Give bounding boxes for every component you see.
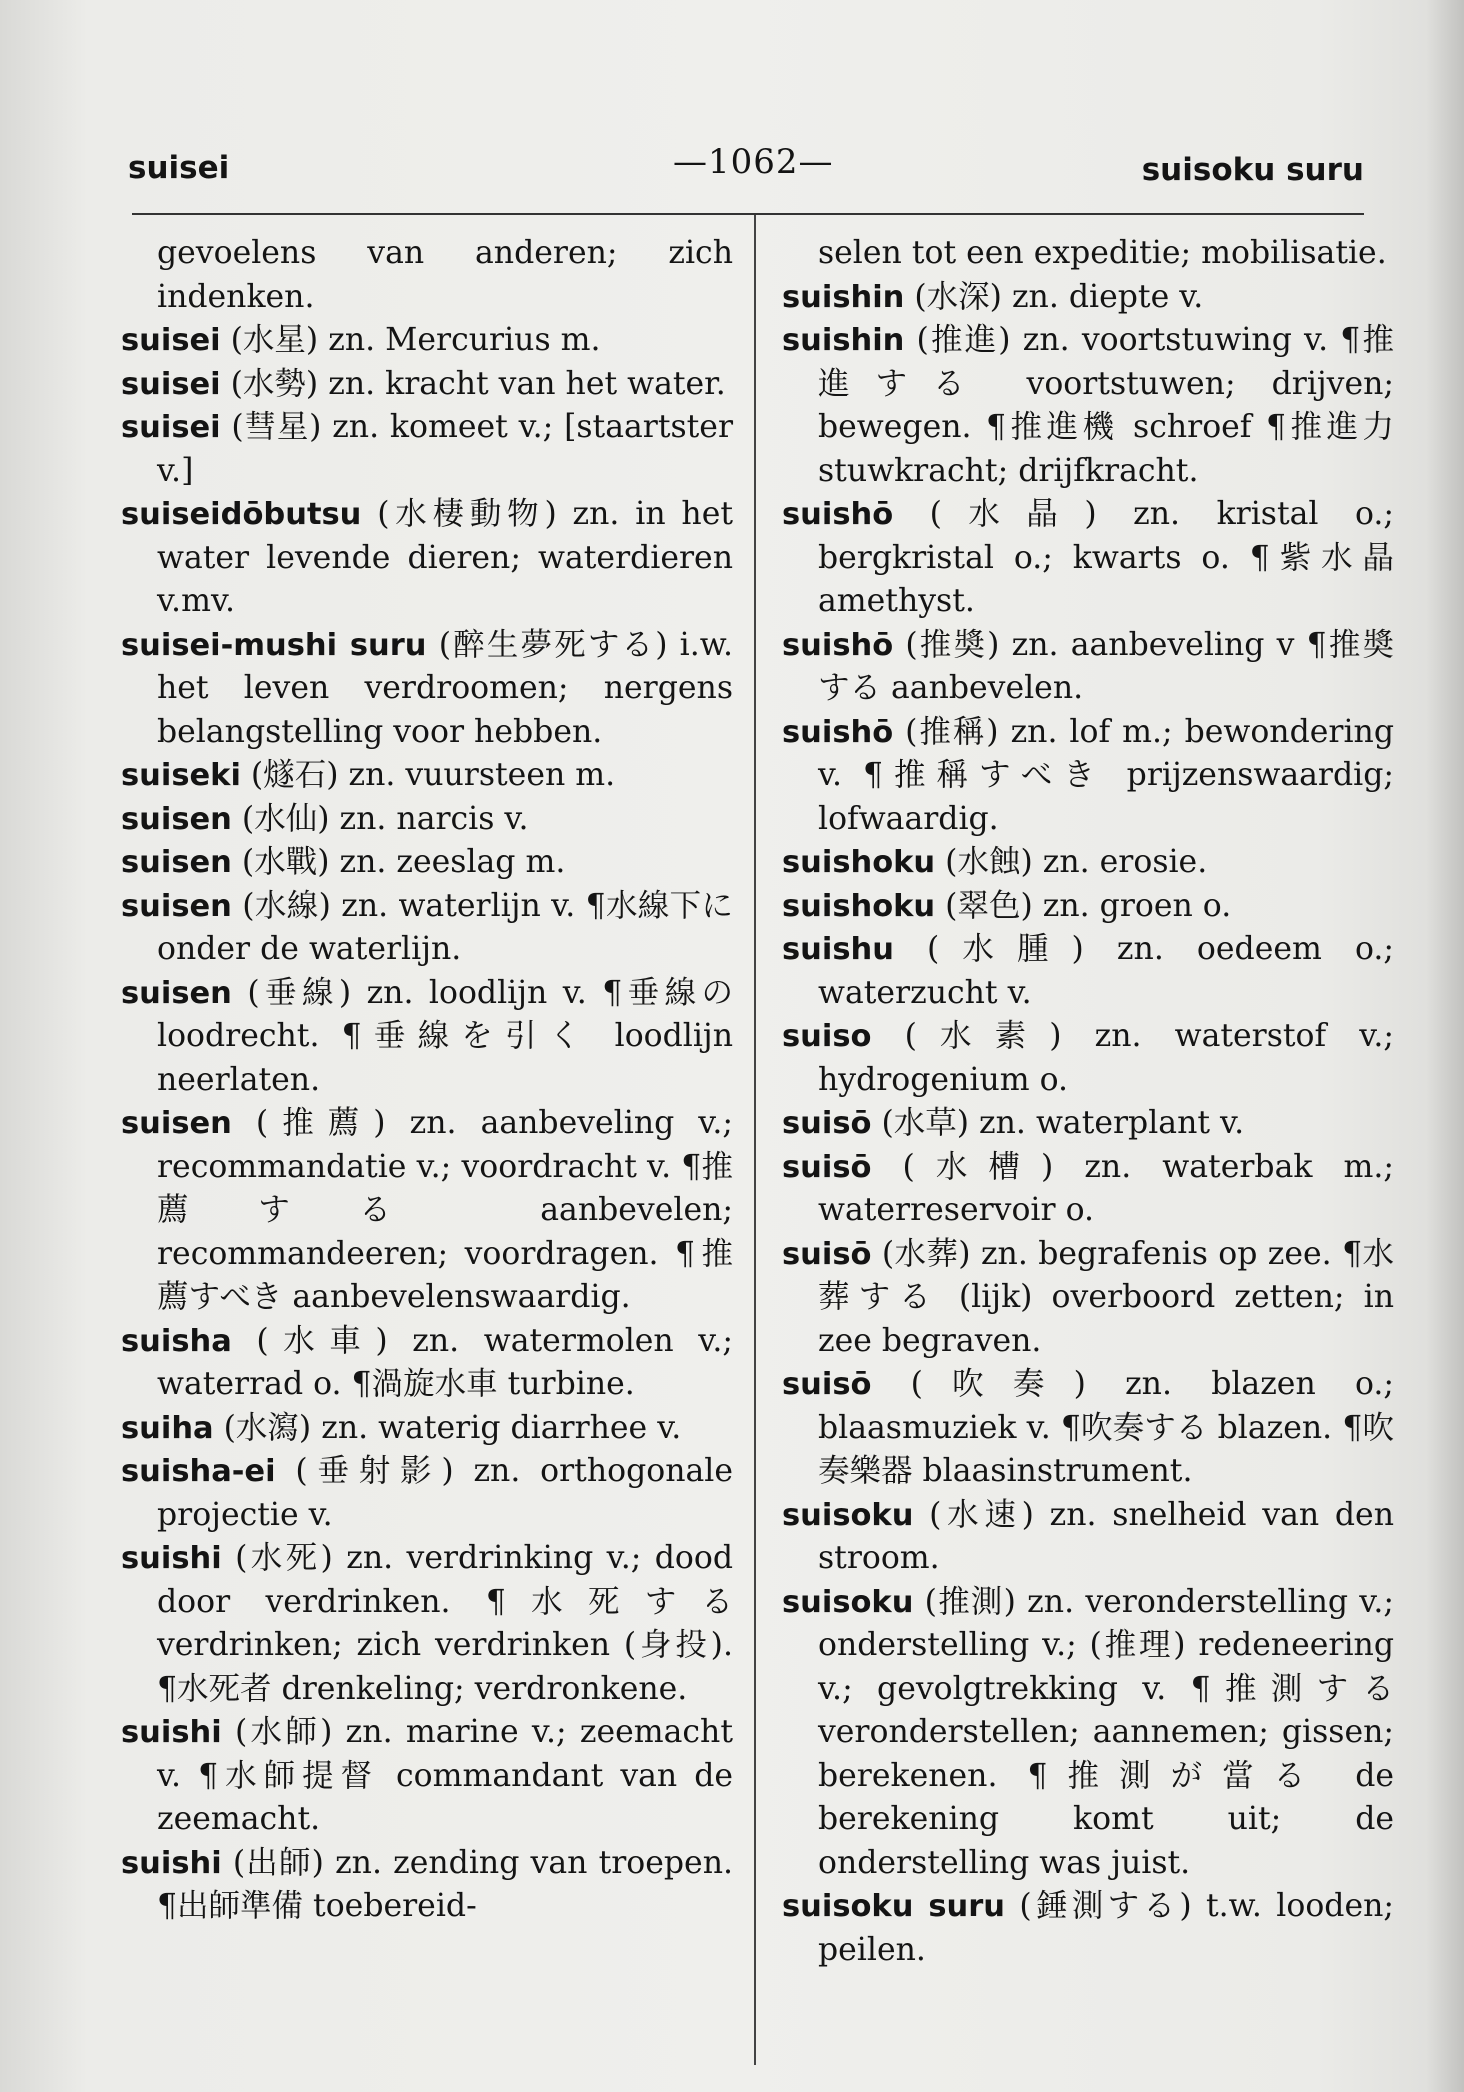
page-number: —1062—: [673, 142, 834, 182]
dictionary-entry: [121, 1450, 733, 1537]
entry-headword: suishoku: [782, 888, 936, 924]
entry-headword: suisen: [121, 975, 232, 1011]
entry-definition: (水速) zn. snelheid van den stroom.: [818, 1496, 1394, 1576]
entry-definition: (推進) zn. voortstuwing v. ¶推進する voortstuwen; drijven; bewegen. ¶推進機 schroef ¶推進力 stuwkracht; drijfkracht.: [818, 322, 1394, 489]
entry-headword: suishi: [121, 1715, 222, 1750]
dictionary-entry: [782, 1146, 1394, 1233]
dictionary-entry: [121, 624, 733, 755]
entry-definition: (水死) zn. verdrinking v.; dood door verdrinken. ¶水死する verdrinken; zich verdrinken (身投). ¶水死者 drenkeling; verdronkene.: [157, 1540, 733, 1707]
entry-headword: suiseidōbutsu: [121, 497, 362, 532]
entry-headword: suisen: [121, 845, 232, 880]
column-divider: [754, 215, 756, 2065]
entry-headword: suiso: [782, 1019, 872, 1054]
entry-definition: (水晶) zn. kristal o.; bergkristal o.; kwarts o. ¶紫水晶 amethyst.: [818, 496, 1394, 619]
entry-headword: suishō: [782, 714, 894, 750]
entry-headword: suisoku suru: [782, 1889, 1006, 1924]
entry-headword: suisō: [782, 1106, 872, 1141]
dictionary-entry: [782, 1885, 1394, 1972]
entry-definition: (水蝕) zn. erosie.: [935, 844, 1208, 880]
entry-headword: suishi: [121, 1541, 222, 1576]
entry-definition: (水師) zn. marine v.; zeemacht v. ¶水師提督 commandant van de zeemacht.: [157, 1714, 733, 1837]
dictionary-entry: [121, 841, 733, 885]
dictionary-entry: [782, 493, 1394, 624]
dictionary-entry: [782, 841, 1394, 885]
dictionary-entry: [782, 1233, 1394, 1364]
entry-definition: (推稱) zn. lof m.; bewondering v. ¶推稱すべき prijzenswaardig; lofwaardig.: [818, 713, 1394, 837]
dictionary-entry: [782, 624, 1394, 711]
header-rule: [132, 213, 1364, 215]
dictionary-entry: [121, 493, 733, 624]
dictionary-entry: [121, 1102, 733, 1320]
entry-continuation: selen tot een expeditie; mobilisatie.: [818, 235, 1387, 271]
entry-definition: (垂線) zn. loodlijn v. ¶垂線の loodrecht. ¶垂線を引く loodlijn neerlaten.: [157, 974, 733, 1098]
entry-headword: suiseki: [121, 758, 241, 793]
dictionary-entry: [121, 972, 733, 1103]
entry-definition: (水草) zn. waterplant v.: [871, 1105, 1245, 1141]
entry-headword: suisō: [782, 1367, 872, 1402]
page-header: [128, 142, 1364, 192]
entry-headword: suisō: [782, 1149, 872, 1185]
entry-headword: suishin: [782, 323, 905, 358]
dictionary-entry: [121, 798, 733, 842]
entry-definition: (水素) zn. waterstof v.; hydrogenium o.: [818, 1018, 1394, 1098]
entry-continuation: gevoelens van anderen; zich indenken.: [157, 235, 733, 315]
entry-headword: suishō: [782, 497, 894, 532]
entry-definition: (水線) zn. waterlijn v. ¶水線下に onder de waterlijn.: [157, 887, 733, 967]
dictionary-entry: [121, 1407, 733, 1451]
entry-definition: (出師) zn. zending van troepen. ¶出師準備 toebereid-: [157, 1844, 733, 1924]
dictionary-entry: [121, 1842, 733, 1929]
dictionary-entry: [121, 1711, 733, 1842]
dictionary-entry: [121, 885, 733, 972]
entry-definition: (水瀉) zn. waterig diarrhee v.: [213, 1409, 682, 1446]
dictionary-entry: [782, 1363, 1394, 1494]
entry-definition: (水星) zn. Mercurius m.: [220, 322, 601, 358]
entry-definition: (水葬) zn. begrafenis op zee. ¶水葬する (lijk) overboord zetten; in zee begraven.: [818, 1235, 1394, 1359]
right-guide-word: suisoku suru: [1141, 152, 1364, 188]
entry-headword: suisoku: [782, 1497, 914, 1533]
entry-definition: (醉生夢死する) i.w. het leven verdroomen; nergens belangstelling voor hebben.: [157, 626, 733, 750]
entry-definition: (水仙) zn. narcis v.: [231, 800, 529, 837]
entry-headword: suisei: [121, 410, 221, 445]
left-guide-word: suisei: [128, 150, 230, 186]
dictionary-entry: [782, 1581, 1394, 1886]
entry-headword: suisō: [782, 1236, 872, 1272]
entry-definition: (吹奏) zn. blazen o.; blaasmuziek v. ¶吹奏する blazen. ¶吹奏樂器 blaasinstrument.: [818, 1366, 1394, 1489]
dictionary-entry: [121, 406, 733, 493]
entry-headword: suisen: [121, 801, 232, 837]
page-binding-shadow: [1426, 0, 1464, 2092]
entry-headword: suishin: [782, 279, 905, 315]
dictionary-entry: [121, 1320, 733, 1407]
entry-definition: (垂射影) zn. orthogonale projectie v.: [157, 1453, 733, 1533]
dictionary-entry: [121, 1537, 733, 1711]
entry-headword: suishō: [782, 627, 894, 663]
right-column: [782, 232, 1394, 1972]
dictionary-entry: [782, 276, 1394, 320]
entry-definition: (水車) zn. watermolen v.; waterrad o. ¶渦旋水車 turbine.: [157, 1322, 733, 1402]
dictionary-entry: [782, 1494, 1394, 1581]
entry-definition: (水棲動物) zn. in het water levende dieren; waterdieren v.mv.: [157, 496, 733, 619]
entry-headword: suisen: [121, 888, 232, 924]
entry-definition: (翠色) zn. groen o.: [935, 887, 1232, 924]
entry-definition: (彗星) zn. komeet v.; [staartster v.]: [157, 409, 733, 489]
dictionary-entry: [121, 319, 733, 363]
dictionary-entry: [121, 754, 733, 798]
entry-definition: (水勢) zn. kracht van het water.: [220, 365, 726, 402]
entry-definition: (水槽) zn. waterbak m.; waterreservoir o.: [818, 1148, 1394, 1228]
dictionary-entry: [782, 1015, 1394, 1102]
entry-headword: suishu: [782, 932, 894, 967]
dictionary-entry: [782, 319, 1394, 493]
entry-definition: (推薦) zn. aanbeveling v.; recommandatie v.; voordracht v. ¶推薦する aanbevelen; recommandeeren; voordragen. ¶推薦すべき aanbevelenswaardig.: [157, 1105, 733, 1315]
entry-definition: (錘測する) t.w. looden; peilen.: [818, 1888, 1394, 1968]
entry-definition: (推測) zn. veronderstelling v.; onderstelling v.; (推理) redeneering v.; gevolgtrekking v. ¶推測する veronderstellen; aannemen; gissen; berekenen. ¶推測が當る de berekening komt uit; de onderstelling was juist.: [818, 1583, 1394, 1881]
entry-headword: suisha: [121, 1323, 232, 1359]
entry-headword: suiha: [121, 1410, 214, 1446]
dictionary-entry: [782, 928, 1394, 1015]
entry-headword: suisei: [121, 323, 221, 358]
left-column: [121, 232, 733, 1929]
entry-headword: suisei: [121, 366, 221, 402]
entry-definition: (水深) zn. diepte v.: [904, 278, 1204, 315]
entry-headword: suisen: [121, 1106, 232, 1141]
entry-definition: (燧石) zn. vuursteen m.: [240, 757, 616, 793]
entry-headword: suishi: [121, 1845, 222, 1881]
entry-headword: suishoku: [782, 845, 936, 880]
dictionary-entry: [782, 1102, 1394, 1146]
entry-definition: (推奬) zn. aanbeveling v ¶推奬する aanbevelen.: [818, 626, 1394, 706]
entry-headword: suisoku: [782, 1584, 914, 1620]
dictionary-entry: [121, 363, 733, 407]
entry-headword: suisha-ei: [121, 1454, 276, 1489]
entry-definition: (水戰) zn. zeeslag m.: [231, 844, 566, 880]
entry-headword: suisei-mushi suru: [121, 627, 427, 663]
dictionary-entry: [782, 711, 1394, 842]
entry-definition: (水腫) zn. oedeem o.; waterzucht v.: [818, 931, 1394, 1011]
dictionary-entry: [782, 885, 1394, 929]
